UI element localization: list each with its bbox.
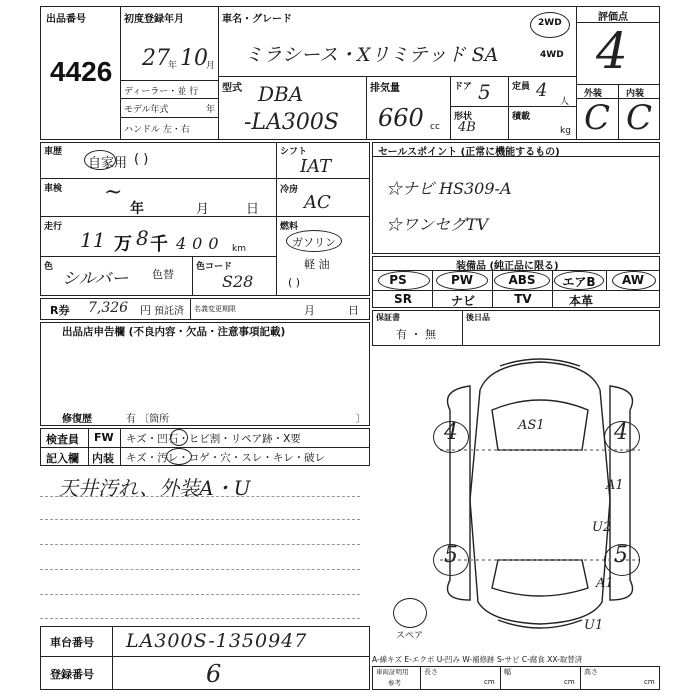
shape-value: 4B: [458, 120, 476, 135]
recycle-label: R券: [50, 304, 70, 317]
dash-line: [40, 618, 360, 619]
sales-points-title: セールスポイント (正常に機能するもの): [378, 147, 560, 158]
equip-tv: TV: [514, 292, 532, 306]
inspection-day-unit: 日: [246, 202, 260, 217]
aw-circle: [612, 271, 656, 290]
displacement: 660: [378, 104, 424, 132]
equip-navi: ナビ: [450, 294, 475, 308]
tire-rear-left-value: 5: [444, 543, 458, 568]
doors-value: 5: [478, 80, 491, 104]
shift-value: IAT: [300, 156, 332, 177]
ps-circle: [378, 271, 430, 290]
dash-line: [40, 496, 360, 497]
displacement-label: 排気量: [370, 83, 400, 94]
mileage-label: 走行: [44, 222, 63, 232]
size-label-1: 車両証明用: [376, 668, 409, 676]
first-reg-year: 27: [142, 46, 170, 71]
capacity-unit: 人: [560, 97, 570, 107]
size-table: [372, 666, 660, 690]
doors-label: ドア: [454, 82, 472, 92]
lot-no-label: 出品番号: [46, 14, 86, 25]
color-change-label: 色替: [152, 268, 174, 281]
capacity-value: 4: [536, 80, 548, 101]
damage-mark: A1: [606, 478, 624, 493]
year-unit: 年: [168, 61, 178, 71]
name-change-day: 日: [348, 304, 359, 317]
notes-line: 天井汚れ、外装A・U: [58, 476, 251, 500]
kg-unit: kg: [560, 126, 571, 136]
width-cm: cm: [564, 678, 575, 686]
fuel-label: 燃料: [280, 222, 299, 232]
chassis-label: 車台番号: [50, 636, 94, 649]
first-reg-label: 初度登録年月: [124, 14, 184, 25]
fw-label: FW: [94, 431, 114, 444]
dash-line: [40, 594, 360, 595]
dealer-label: ディーラー・並 行: [124, 87, 199, 97]
model-prefix: DBA: [258, 82, 304, 106]
shift-label: シフト: [280, 147, 308, 157]
fw-chip-circle: [170, 429, 188, 446]
height-label: 高さ: [584, 668, 598, 676]
int-grade: C: [626, 98, 653, 138]
model-year-label: モデル年式: [124, 105, 169, 115]
car-diagram: [410, 350, 670, 640]
dash-line: [40, 519, 360, 520]
km-unit: km: [232, 244, 246, 254]
type-label: 型式: [222, 83, 242, 94]
name-change-label: 名義変更期限: [194, 305, 236, 313]
inspection-month-unit: 月: [196, 202, 210, 217]
equip-aw: AW: [622, 273, 644, 287]
color-value: シルバー: [62, 269, 129, 289]
fuel-diesel: 軽 油: [304, 258, 330, 271]
tire-rear-right-value: 5: [614, 543, 628, 568]
legend-text: A-線キズ E-エクボ U-凹み W-補修跡 S-サビ C-腐食 XX-取替済: [372, 655, 583, 664]
int-inspect-label: 内装: [92, 452, 114, 465]
tire-front-left-value: 4: [444, 420, 458, 445]
inspector-label: 検査員: [46, 433, 79, 446]
reg-no-label: 登録番号: [50, 668, 94, 681]
chassis-value: LA300S-1350947: [126, 630, 308, 652]
ext-grade: C: [584, 98, 611, 138]
mileage-man: 11: [80, 228, 106, 252]
model-code: -LA300S: [244, 110, 339, 135]
ext-label: 外装: [584, 89, 603, 99]
equip-airbag: エアB: [562, 275, 596, 289]
length-cm: cm: [484, 678, 495, 686]
warranty-label: 保証書: [376, 313, 400, 322]
dash-line: [40, 544, 360, 545]
damage-mark: A1: [596, 576, 614, 591]
equip-ps: PS: [389, 273, 407, 287]
fuel-paren: ( ): [288, 276, 301, 289]
equip-sr: SR: [394, 292, 412, 306]
int-dirt-circle: [166, 448, 192, 465]
mileage-sen: 8: [136, 226, 149, 250]
shape-label: 形状: [454, 112, 473, 122]
spare-tire: [393, 598, 427, 628]
pw-circle: [436, 271, 488, 290]
repair-label: 修復歴: [62, 414, 92, 425]
repair-close: 〕: [356, 414, 366, 425]
entry-label: 記入欄: [46, 452, 79, 465]
ac-label: 冷房: [280, 185, 299, 195]
sales-point-1: ☆ナビ HS309-A: [386, 179, 512, 198]
notebook-label: 後日品: [466, 313, 490, 322]
name-change-month: 月: [304, 304, 315, 317]
car-name: ミラシース・Xリミテッド SA: [244, 44, 499, 66]
airbag-circle: [554, 271, 604, 290]
color-code: S28: [222, 272, 254, 291]
recycle-deposit: 預託済: [154, 306, 184, 317]
repair-value: 有 〔箇所: [126, 414, 170, 425]
recycle-value: 7,326: [88, 300, 129, 316]
car-roof-outline: [470, 362, 610, 624]
dash-line: [40, 569, 360, 570]
equipment-title: 装備品 (純正品に限る): [456, 261, 559, 272]
int-items: キズ・汚レ・コゲ・穴・スレ・キレ・破レ: [126, 452, 326, 464]
history-paren: ( ): [134, 152, 149, 167]
inspection-year-unit: 年: [130, 201, 144, 217]
man-unit: 万: [114, 234, 132, 255]
warranty-value: 有 ・ 無: [396, 328, 436, 341]
equip-leather: 本革: [568, 294, 593, 308]
damage-mark: AS1: [518, 418, 545, 433]
declaration-title: 出品店申告欄 (不良内容・欠品・注意事項記載): [62, 326, 286, 338]
width-label: 幅: [504, 668, 511, 676]
rating-label: 評価点: [598, 12, 628, 23]
handle-label: ハンドル 左・右: [124, 125, 190, 135]
model-year-unit: 年: [206, 105, 216, 115]
height-cm: cm: [644, 678, 655, 686]
equip-abs: ABS: [508, 273, 536, 287]
tire-front-right-value: 4: [614, 420, 628, 445]
abs-circle: [494, 271, 550, 290]
history-label: 車歴: [44, 147, 63, 157]
lot-number: 4426: [50, 56, 113, 87]
first-reg-month: 10: [180, 46, 208, 71]
spare-label: スペア: [396, 631, 424, 641]
inspection-label: 車検: [44, 184, 63, 194]
history-value: 自家用: [88, 156, 128, 171]
recycle-unit: 円: [140, 304, 151, 317]
cc-unit: cc: [430, 122, 440, 132]
length-label: 長さ: [424, 668, 438, 676]
size-label-2: 参考: [388, 679, 401, 687]
sales-point-2: ☆ワンセグTV: [386, 215, 489, 234]
color-code-label: 色コード: [196, 262, 233, 272]
month-unit: 月: [206, 61, 216, 71]
capacity-label: 定員: [512, 82, 531, 92]
ac-value: AC: [304, 192, 331, 213]
mileage-rest: 400: [176, 234, 225, 253]
color-label: 色: [44, 262, 54, 272]
load-label: 積載: [512, 112, 531, 122]
fw-items: キズ・凹石・ヒビ割・リペア跡・X要: [126, 433, 301, 445]
sen-unit: 千: [150, 234, 168, 255]
car-name-label: 車名・グレード: [222, 14, 292, 25]
reg-no-value: 6: [206, 660, 222, 688]
damage-mark: U1: [584, 618, 604, 633]
drive-2wd: 2WD: [538, 18, 562, 28]
car-rear-window: [492, 560, 588, 596]
fuel-gas: ガソリン: [292, 236, 336, 249]
inspection-scribble: ~: [104, 180, 123, 205]
int-label: 内装: [626, 89, 645, 99]
rating-value: 4: [596, 22, 628, 80]
equip-pw: PW: [450, 273, 474, 287]
drive-4wd: 4WD: [540, 50, 564, 60]
damage-mark: U2: [592, 520, 612, 535]
